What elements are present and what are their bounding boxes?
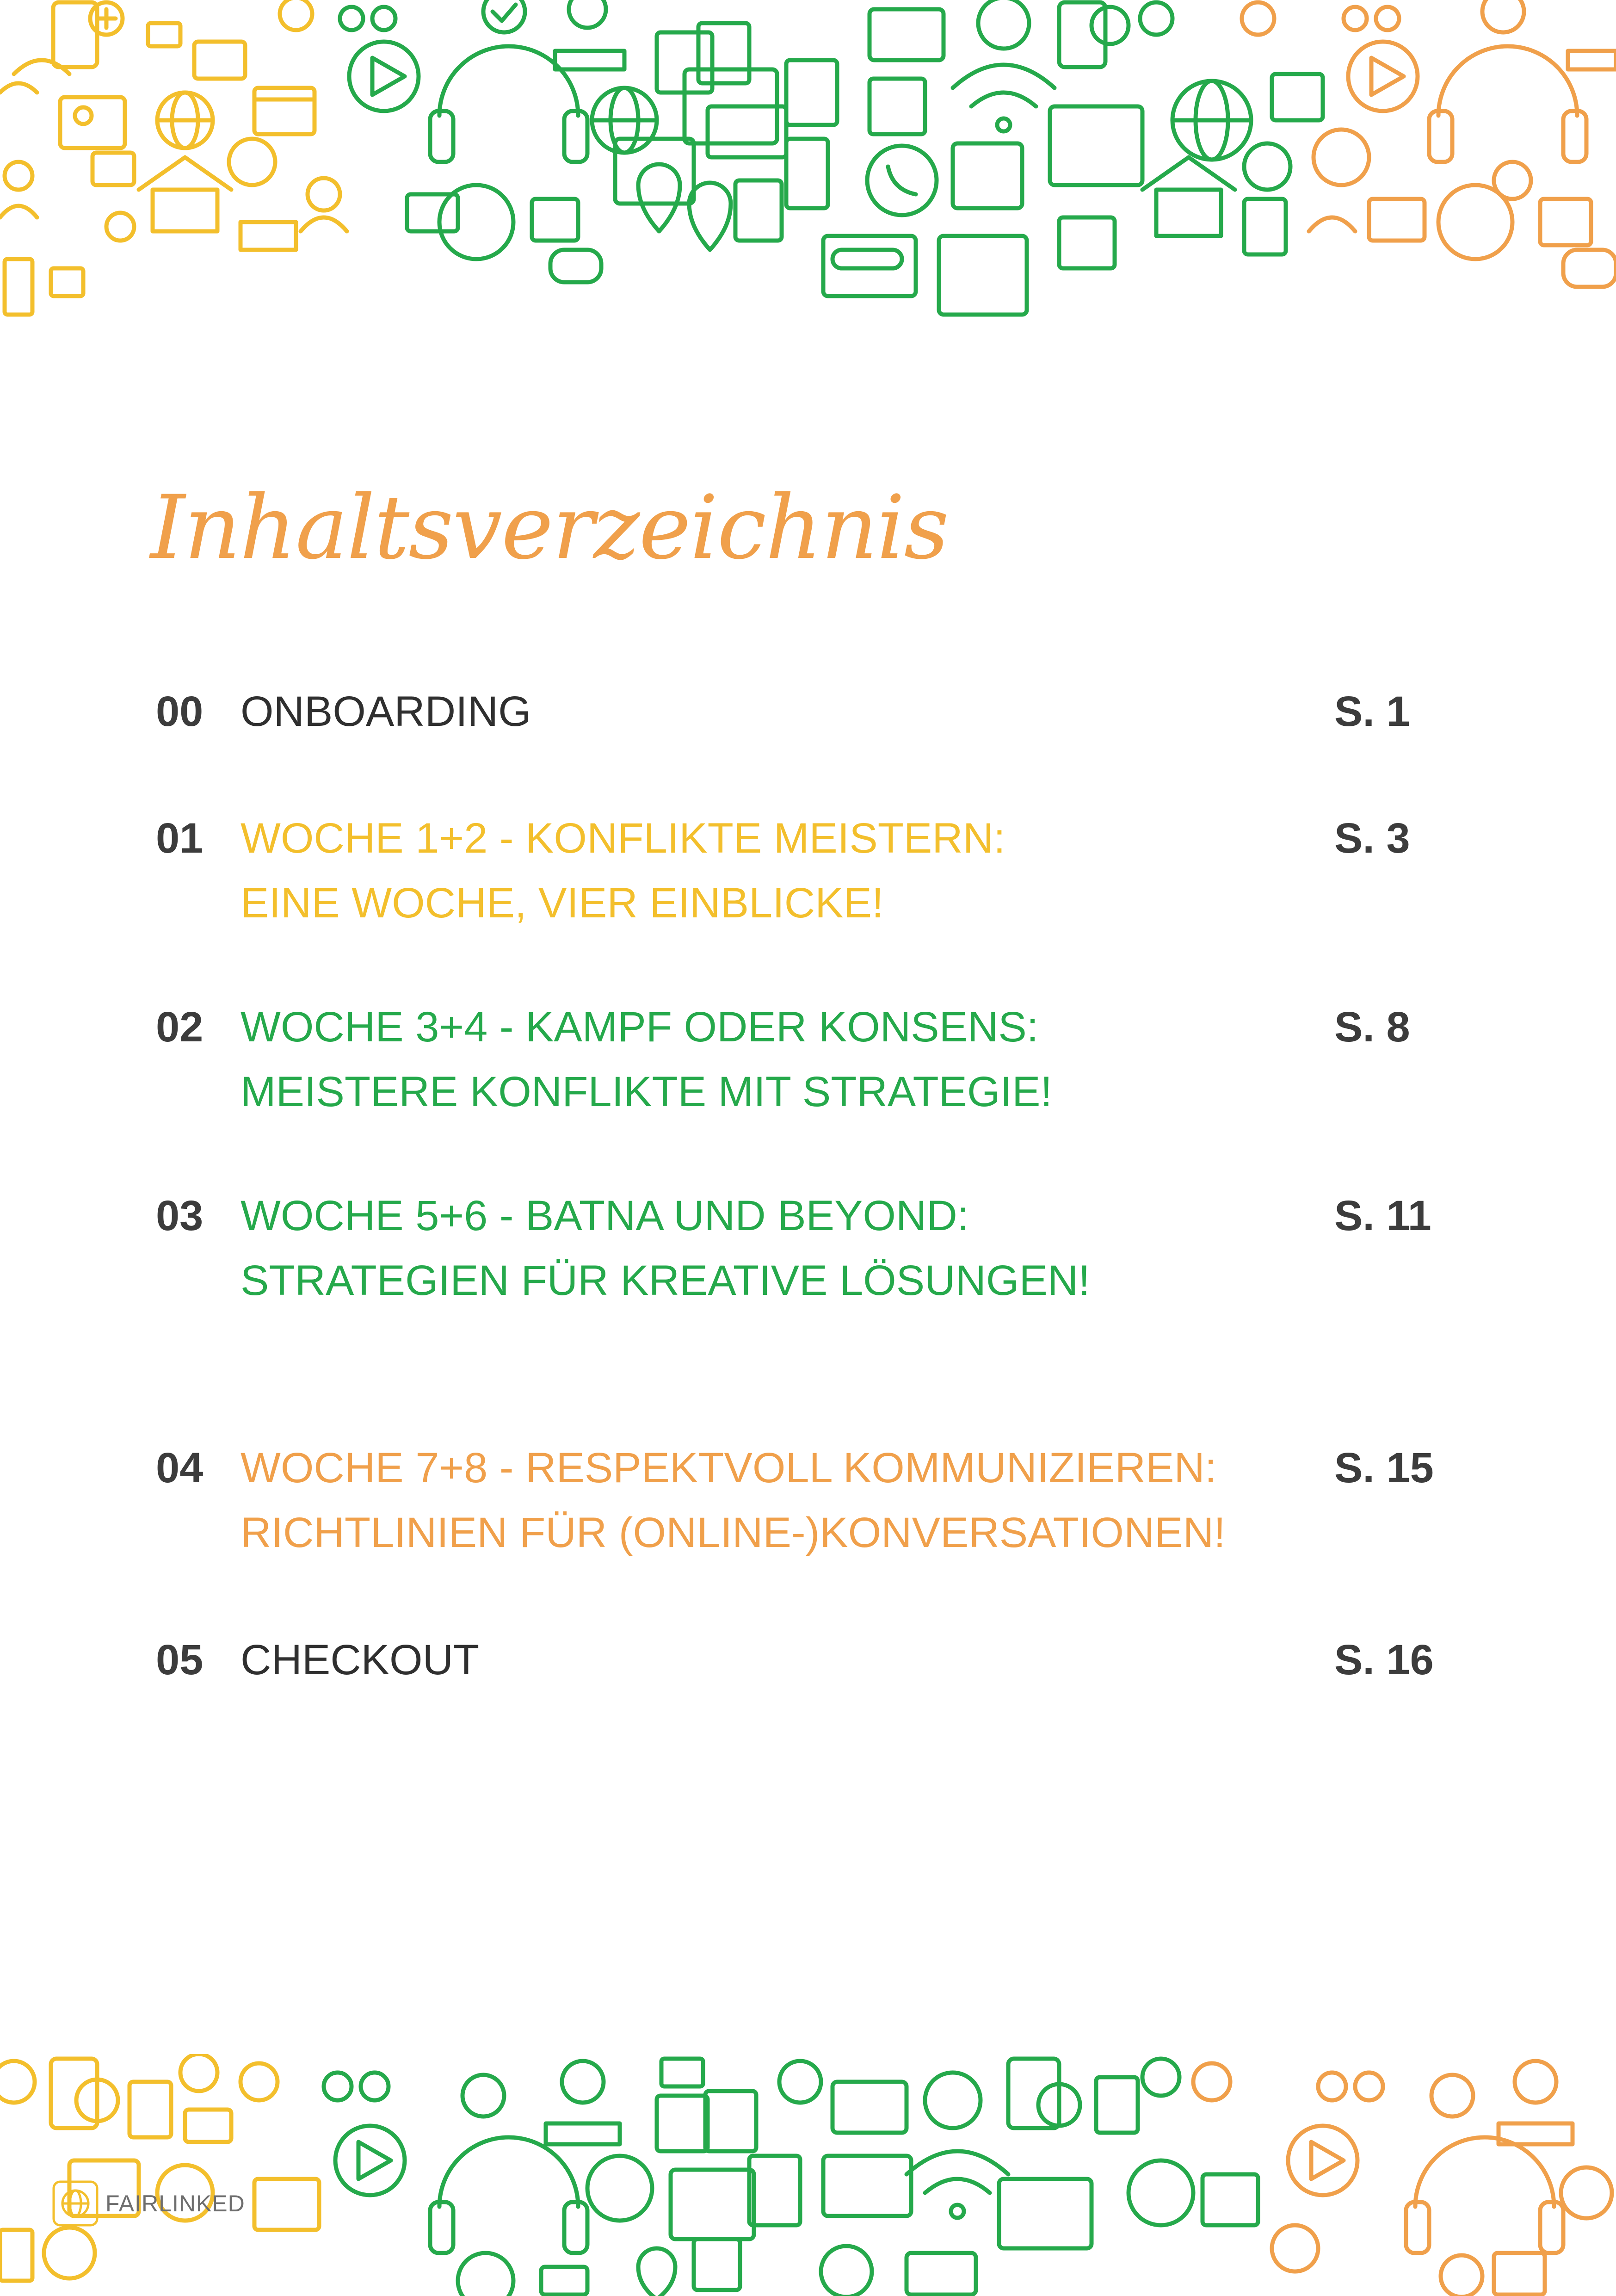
phone-icon	[821, 2246, 872, 2296]
tablet-icon	[694, 2239, 740, 2290]
user-icon	[1140, 2, 1172, 35]
play-icon	[335, 2126, 405, 2195]
toc-title-line: WOCHE 3+4 - KAMPF ODER KONSENS:	[241, 1003, 1039, 1051]
smartphone-icon	[51, 2059, 97, 2128]
house-icon	[139, 157, 231, 190]
laptop-icon	[1568, 51, 1616, 69]
user-icon	[280, 0, 312, 30]
person-desk-icon	[1369, 199, 1425, 241]
binoculars-icon	[550, 250, 601, 282]
pencil-icon	[0, 2230, 32, 2281]
monitor-icon	[615, 139, 694, 204]
user-icon	[569, 0, 606, 28]
toc-number: 05	[156, 1636, 204, 1683]
laptop-icon	[661, 2059, 703, 2086]
work-from-home-icon	[735, 180, 782, 241]
toc-title	[241, 806, 1005, 935]
toc-title	[241, 995, 1052, 1124]
toc-number: 01	[156, 815, 204, 862]
toc-number: 02	[156, 1003, 204, 1051]
icon-pattern-top	[0, 0, 1616, 333]
quote-icon	[324, 2073, 352, 2100]
toc-page: S. 3	[1334, 815, 1410, 862]
video-conference-icon	[907, 2253, 976, 2295]
toc-title-line: WOCHE 7+8 - RESPEKTVOLL KOMMUNIZIEREN:	[241, 1444, 1217, 1491]
checklist-icon	[705, 2091, 756, 2151]
browser-icon	[870, 79, 925, 134]
document-icon	[749, 2156, 800, 2225]
person-desk-icon	[130, 2082, 171, 2137]
headphones-icon	[439, 2137, 578, 2207]
toc-title-line: CHECKOUT	[241, 1636, 480, 1683]
plus-circle-icon	[1092, 7, 1129, 44]
house-icon	[1142, 157, 1235, 190]
wifi-icon	[14, 60, 69, 74]
check-circle-icon	[463, 2075, 504, 2117]
network-globe-icon	[978, 0, 1029, 49]
network-icon	[44, 2228, 95, 2278]
brand-name: FAIRLINKED	[105, 2191, 245, 2216]
toc-title-line: RICHTLINIEN FÜR (ONLINE-)KONVERSATIONEN!	[241, 1509, 1226, 1556]
quote-icon	[1344, 7, 1367, 30]
cloud-icon	[407, 194, 458, 231]
wifi-icon	[907, 2151, 1008, 2174]
person-desk-icon	[1096, 2077, 1138, 2133]
monitor-icon	[93, 153, 134, 185]
globe-icon	[229, 139, 275, 185]
gear-monitor-icon	[1059, 217, 1115, 268]
monitor-icon	[671, 2170, 754, 2239]
user-icon	[5, 162, 32, 190]
globe-icon	[1129, 2160, 1193, 2225]
user-icon	[1515, 2061, 1556, 2103]
person-desk-icon	[541, 2267, 587, 2295]
book-icon	[657, 2096, 708, 2151]
footer-icon-band	[0, 2054, 1616, 2296]
chat-icon	[148, 23, 180, 46]
toc-title-line: WOCHE 5+6 - BATNA UND BEYOND:	[241, 1192, 969, 1239]
chat-icon	[833, 2082, 907, 2133]
toc-page: S. 16	[1334, 1636, 1434, 1683]
play-icon	[1288, 2126, 1357, 2195]
quote-icon	[1318, 2073, 1346, 2100]
toc-number: 03	[156, 1192, 204, 1239]
toc-title	[241, 1436, 1226, 1565]
play-icon	[349, 42, 419, 111]
lightbulb-icon	[1494, 162, 1531, 199]
phone-icon	[867, 146, 937, 215]
location-pin-icon	[638, 164, 680, 231]
toc-title	[241, 1628, 479, 1692]
network-globe-icon	[0, 2061, 35, 2103]
headphones-icon	[1415, 2137, 1554, 2207]
person-desk-icon	[1494, 2253, 1545, 2295]
browser-icon	[1203, 2174, 1258, 2225]
toc-title-line: EINE WOCHE, VIER EINBLICKE!	[241, 879, 884, 927]
handshake-icon	[1309, 217, 1355, 231]
document-icon	[786, 60, 837, 125]
wallet-icon	[241, 222, 296, 250]
laptop-icon	[194, 42, 245, 79]
gear-icon	[1272, 2225, 1318, 2271]
toc-page: S. 15	[1334, 1444, 1434, 1491]
video-conference-icon	[953, 143, 1022, 208]
quote-icon	[340, 7, 363, 30]
toc-page: S. 11	[1334, 1192, 1431, 1239]
user-icon	[308, 178, 340, 210]
user-icon	[562, 2061, 604, 2103]
news-browser-icon	[939, 236, 1027, 315]
toc-title-line: STRATEGIEN FÜR KREATIVE LÖSUNGEN!	[241, 1257, 1090, 1304]
gear-icon	[1314, 130, 1369, 185]
tablet-icon	[786, 139, 828, 208]
toc-title	[241, 1183, 1090, 1313]
laptop-icon	[546, 2123, 620, 2144]
chat-icon	[1244, 199, 1286, 254]
video-call-icon	[999, 2179, 1092, 2248]
toc-number: 04	[156, 1444, 204, 1491]
wifi-icon	[953, 65, 1055, 88]
network-globe-icon	[180, 2054, 217, 2091]
toc-title	[241, 679, 531, 744]
check-circle-icon	[1482, 0, 1524, 32]
laptop-icon	[185, 2110, 231, 2142]
headphones-icon	[439, 46, 578, 116]
browser-icon	[1272, 74, 1323, 120]
lightbulb-icon	[1441, 2255, 1482, 2296]
gear-icon	[106, 213, 134, 241]
browser-icon	[254, 2179, 319, 2230]
user-icon	[1242, 2, 1274, 35]
user-group-icon	[1193, 2063, 1230, 2100]
chat-icon	[870, 9, 944, 60]
toc-page: S. 1	[1334, 688, 1410, 735]
headphones-icon	[1438, 46, 1577, 116]
person-desk-icon	[532, 199, 578, 241]
check-circle-icon	[1431, 2075, 1473, 2117]
play-icon	[1348, 42, 1418, 111]
browser-icon	[823, 2156, 911, 2216]
globe-icon	[1561, 2167, 1612, 2218]
brand-logo	[50, 2178, 245, 2229]
location-pin-icon	[638, 2248, 675, 2296]
toc-title-line: WOCHE 1+2 - KONFLIKTE MEISTERN:	[241, 815, 1005, 862]
laptop-icon	[555, 51, 624, 69]
header-icon-band	[0, 0, 1616, 333]
toc-page: S. 8	[1334, 1003, 1410, 1051]
browser-icon	[254, 88, 315, 134]
globe-icon	[1244, 143, 1290, 190]
pencil-icon	[5, 259, 32, 315]
globe-icon	[587, 2156, 652, 2221]
toc-number: 00	[156, 688, 204, 735]
person-desk-icon	[1540, 199, 1591, 245]
globe-icon	[458, 2253, 513, 2296]
fairlinked-logo-icon	[50, 2178, 101, 2229]
user-group-icon	[779, 2061, 821, 2103]
video-call-icon	[60, 97, 125, 148]
toc-title-line: MEISTERE KONFLIKTE MIT STRATEGIE!	[241, 1068, 1053, 1115]
user-group-icon	[241, 2063, 278, 2100]
icon-pattern-bottom	[0, 2054, 1616, 2296]
smartphone-icon	[1008, 2059, 1059, 2128]
page-title: Inhaltsverzeichnis	[150, 477, 949, 579]
network-globe-icon	[1142, 2059, 1179, 2096]
video-call-icon	[1050, 106, 1142, 185]
toc-title-line: ONBOARDING	[241, 688, 531, 735]
binoculars-icon	[1563, 250, 1616, 287]
network-globe-icon	[925, 2073, 981, 2128]
